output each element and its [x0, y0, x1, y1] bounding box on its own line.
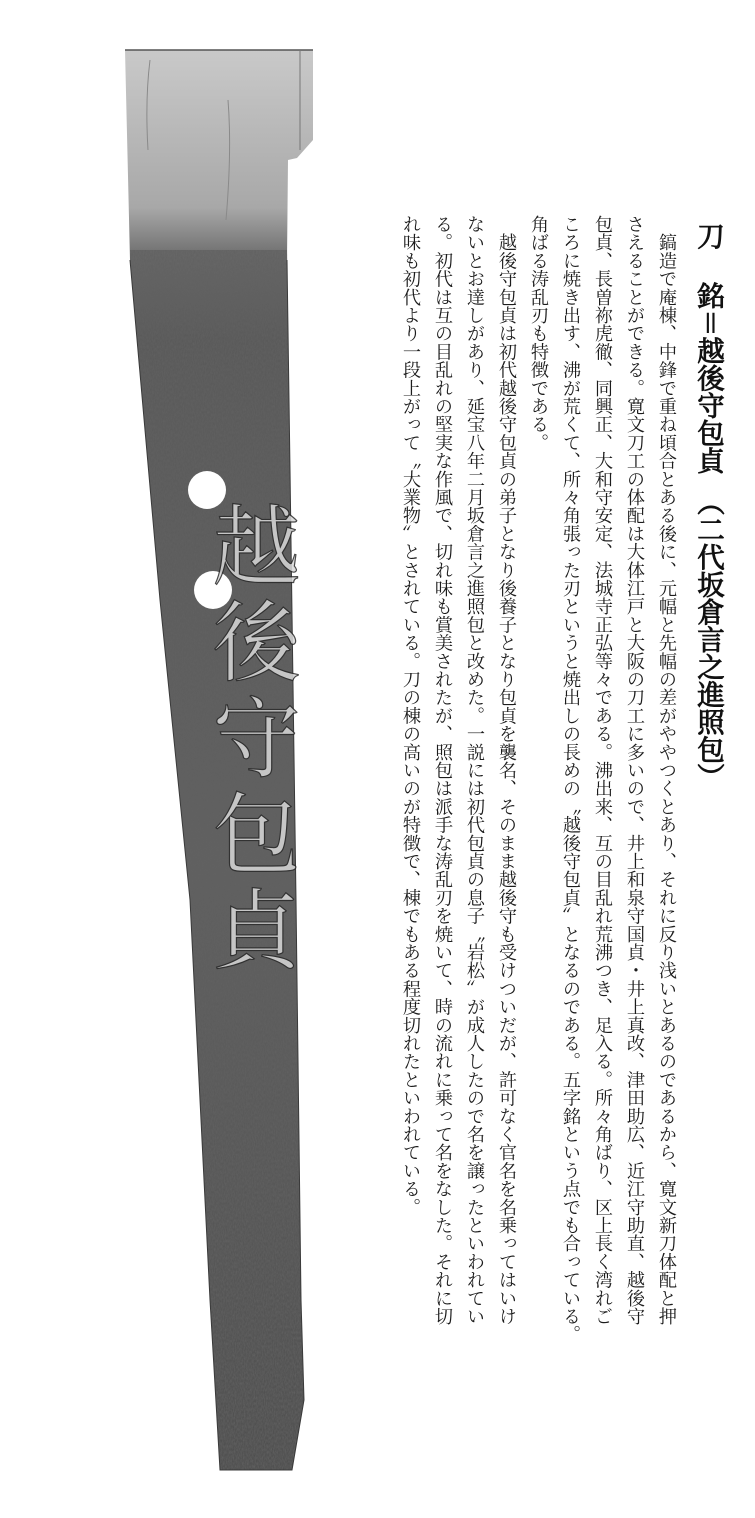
heading-mei-label: 銘＝ — [692, 281, 724, 337]
body-line: る。初代は互の目乱れの堅実な作風で、切れ味も賞美されたが、照包は派手な涛乱刃を焼いて、時の流れに乗って名をなした。それに切 — [432, 215, 453, 1326]
body-line: さえることができる。寛文刀工の体配は大体江戸と大阪の刀工に多いので、井上和泉守国貞・井上真改、津田助広、近江守助直、越後守 — [624, 215, 645, 1326]
body-line: 鎬造で庵棟、中鋒で重ね頃合とある後に、元幅と先幅の差がややつくとあり、それに反り浅いとあるのであるから、寛文新刀体配と押 — [656, 215, 677, 1326]
sword-blade-image — [0, 0, 340, 1518]
heading-mei: 越後守包貞 — [692, 336, 724, 474]
body-line: 角ばる涛乱刃も特徴である。 — [528, 215, 549, 452]
body-line: ころに焼き出す、沸が荒くて、所々角張った刃というと焼出しの長めの〝越後守包貞〟となるのである。五字銘という点でも合っている。 — [560, 215, 581, 1344]
body-line: 越後守包貞は初代越後守包貞の弟子となり後養子となり包貞を襲名、そのまま越後守も受けついだが、許可なく官名を名乗ってはいけ — [496, 215, 517, 1326]
heading-type: 刀 — [692, 222, 724, 250]
body-line: れ味も初代より一段上がって〝大業物〟とされている。刀の棟の高いのが特徴で、棟でもある程度切れたといわれている。 — [400, 215, 421, 1216]
body-line: ないとお達しがあり、延宝八年二月坂倉言之進照包と改めた。一説には初代包貞の息子〝岩松〟が成人したので名を譲ったといわれてい — [464, 215, 485, 1326]
body-line: 包貞、長曽祢虎徹、同興正、大和守安定、法城寺正弘等々である。沸出来、互の目乱れ荒沸つき、足入る。所々角ばり、区上長く湾れご — [592, 215, 613, 1326]
body-text — [396, 215, 680, 1344]
blade-upper-section — [125, 50, 313, 260]
heading-smith: （二代坂倉言之進照包） — [692, 488, 724, 791]
heading — [688, 222, 728, 791]
tang-inscription: 越後守包貞 — [198, 500, 302, 980]
